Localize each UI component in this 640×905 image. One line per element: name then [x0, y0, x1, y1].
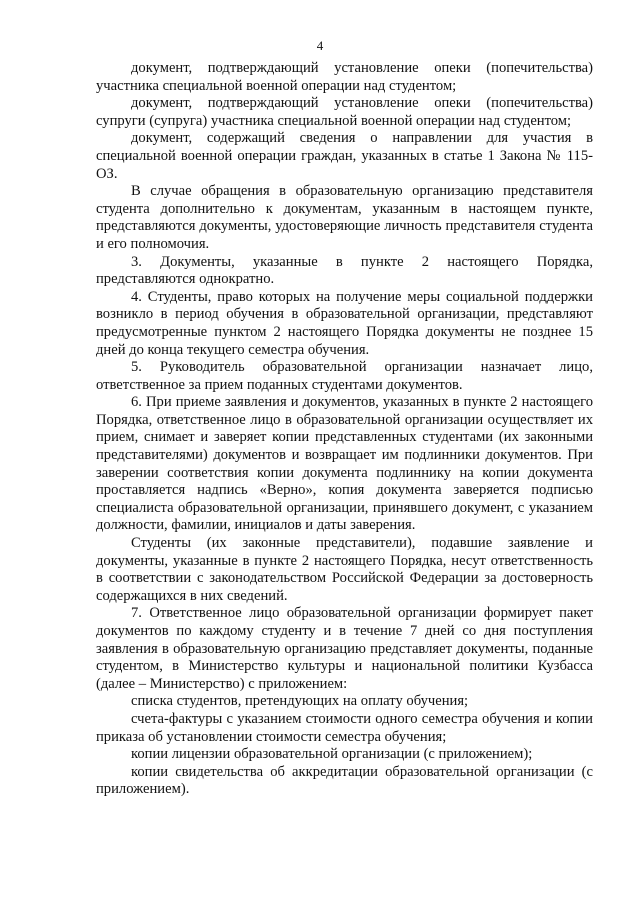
- paragraph-item-4: 4. Студенты, право которых на получение меры социальной поддержки возникло в период обучения в образовательной организации, представляют предусмотренные пунктом 2 настоящего Порядка документы не позднее 15 дней до конца текущего семестра обучения.: [96, 288, 593, 358]
- paragraph-deployment-document: документ, содержащий сведения о направлении для участия в специальной военной операции граждан, указанных в статье 1 Закона № 115-ОЗ.: [96, 130, 593, 182]
- paragraph-responsibility: Студенты (их законные представители), подавшие заявление и документы, указанные в пункте 2 настоящего Порядка, несут ответственность в соответствии с законодательством Российской Федерации за достоверность содержащихся в них сведений.: [96, 535, 593, 604]
- list-item-invoice: счета-фактуры с указанием стоимости одного семестра обучения и копии приказа об установлении стоимости семестра обучения;: [96, 710, 593, 745]
- list-item-license-copy: копии лицензии образовательной организации (с приложением);: [131, 746, 533, 763]
- paragraph-representative: В случае обращения в образовательную организацию представителя студента дополнительно к документам, указанным в настоящем пункте, представляются документы, удостоверяющие личность представителя студента и его полномочия.: [96, 183, 593, 252]
- paragraph-item-5: 5. Руководитель образовательной организации назначает лицо, ответственное за прием поданных студентами документов.: [96, 359, 593, 393]
- page-number: 4: [316, 38, 324, 53]
- paragraph-item-6: 6. При приеме заявления и документов, указанных в пункте 2 настоящего Порядка, ответственное лицо в образовательной организации осуществляет их прием, снимает и заверяет копии представленных студентами (их законными представителями) документов и возвращает им подлинники документов. При заверении соответствия копии документа подлиннику на копии документа проставляется надпись «Верно», копия документа заверяется подписью специалиста образовательной организации, принявшего документ, с указанием должности, фамилии, инициалов и даты заверения.: [96, 394, 593, 534]
- paragraph-guardianship-student: документ, подтверждающий установление опеки (попечительства) участника специальной военной операции над студентом;: [96, 60, 593, 94]
- list-item-accreditation-copy: копии свидетельства об аккредитации образовательной организации (с приложением).: [96, 763, 593, 798]
- list-item-student-list: списка студентов, претендующих на оплату обучения;: [131, 693, 469, 710]
- paragraph-item-3: 3. Документы, указанные в пункте 2 настоящего Порядка, представляются однократно.: [96, 253, 593, 288]
- paragraph-item-7: 7. Ответственное лицо образовательной организации формирует пакет документов по каждому студенту и в течение 7 дней со дня поступления заявления в образовательную организацию представляет документы, поданные студентом, в Министерство культуры и национальной политики Кузбасса (далее – Министерство) с приложением:: [96, 605, 593, 692]
- paragraph-guardianship-spouse: документ, подтверждающий установление опеки (попечительства) супруги (супруга) участника специальной военной операции над студентом;: [96, 95, 593, 129]
- document-body: [96, 60, 593, 799]
